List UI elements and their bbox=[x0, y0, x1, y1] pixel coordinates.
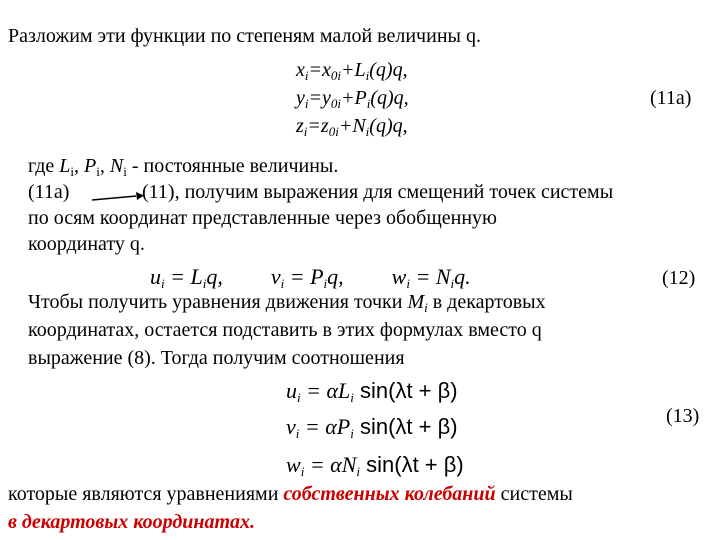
para1-line3: координату q. bbox=[28, 233, 145, 255]
eq-label-12: (12) bbox=[662, 267, 696, 289]
intro-text: Разложим эти функции по степеням малой величины q. bbox=[8, 25, 481, 47]
eq13-w: $w_i = \alpha N_i$ sin(λt + β) bbox=[286, 452, 464, 479]
eq12-row: $u_i = L_iq$, $v_i = P_iq$, $w_i = N_iq$. bbox=[150, 264, 471, 291]
constants-note: где $L_i$, $P_i$, $N_i$ - постоянные величины. bbox=[28, 155, 339, 179]
para1-line1-end: (11), получим выражения для смещений точек системы bbox=[142, 181, 614, 203]
highlight-natural-oscillations: собственных колебаний bbox=[283, 483, 496, 505]
eq-z: $z_i=z_{0i}+N_i(q)q$, bbox=[296, 115, 408, 139]
para2-line2: координатах, остается подставить в этих формулах вместо q bbox=[28, 319, 542, 341]
final-line1: которые являются уравнениями собственных колебаний системы bbox=[8, 483, 573, 505]
para1-line1-start: (11а) bbox=[28, 181, 70, 203]
eq-y: $y_i=y_{0i}+P_i(q)q$, bbox=[296, 87, 409, 111]
para1-line2: по осям координат представленные через обобщенную bbox=[28, 207, 497, 229]
eq-label-11a: (11а) bbox=[650, 87, 692, 109]
eq13-v: $v_i = \alpha P_i$ sin(λt + β) bbox=[286, 414, 458, 441]
arrow-icon bbox=[92, 191, 144, 203]
eq-label-13: (13) bbox=[666, 405, 700, 427]
para2-line3: выражение (8). Тогда получим соотношения bbox=[28, 347, 405, 369]
final-line2: в декартовых координатах. bbox=[8, 511, 256, 533]
eq-x: $x_i=x_{0i}+L_i(q)q$, bbox=[296, 59, 408, 83]
para2-line1: Чтобы получить уравнения движения точки $M_i$ в декартовых bbox=[28, 291, 546, 315]
eq13-u: $u_i = \alpha L_i$ sin(λt + β) bbox=[286, 378, 458, 405]
